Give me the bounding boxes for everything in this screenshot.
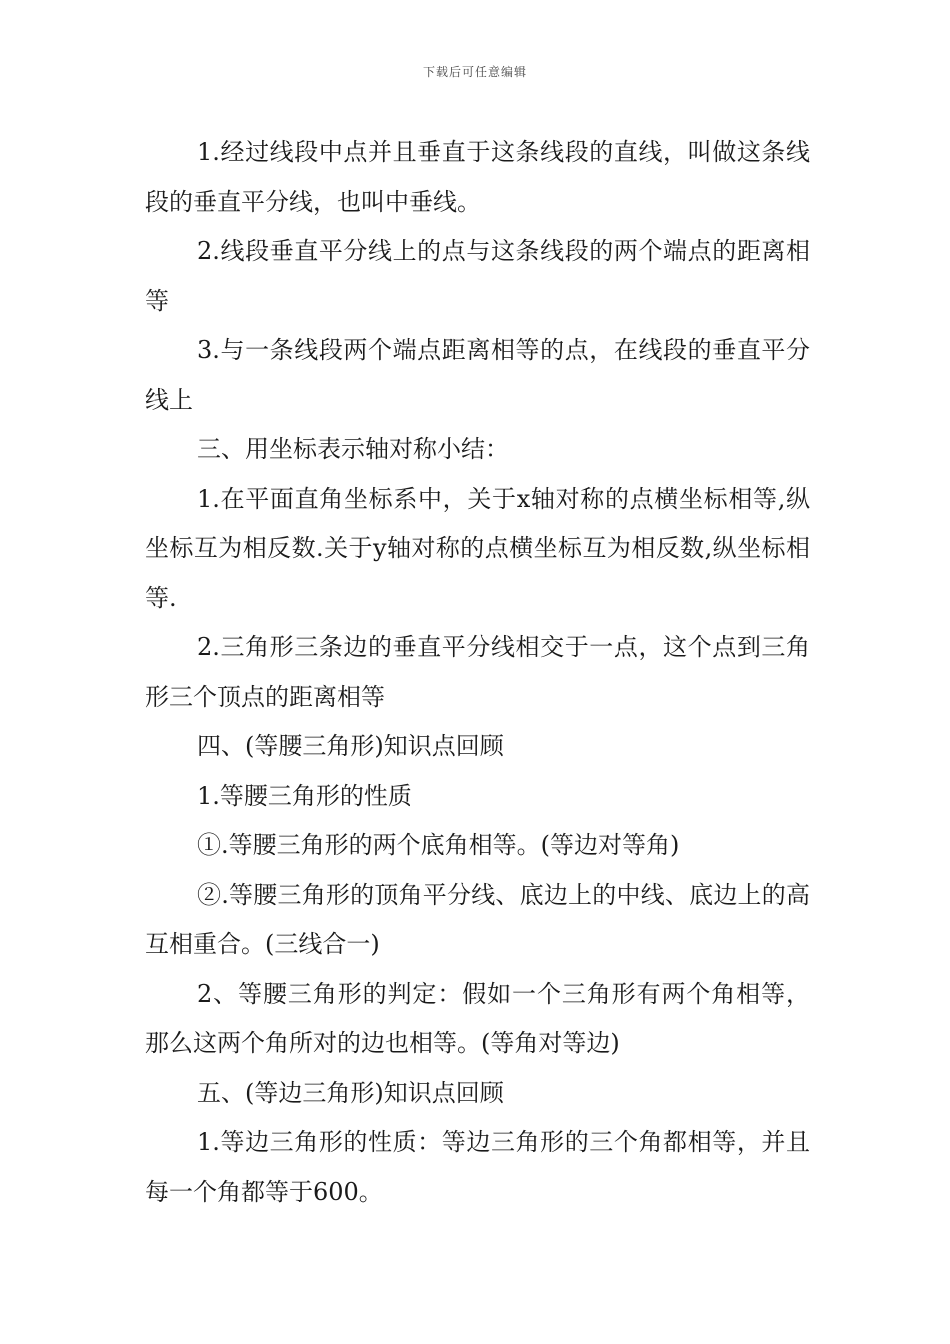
paragraph-equilateral-properties: 1.等边三角形的性质：等边三角形的三个角都相等，并且每一个角都等于600。 <box>145 1128 810 1206</box>
section-heading-coordinate-symmetry: 三、用坐标表示轴对称小结： <box>197 435 509 463</box>
paragraph-isosceles-criterion: 2、等腰三角形的判定：假如一个三角形有两个角相等，那么这两个角所对的边也相等。(等角对等边) <box>145 979 810 1057</box>
section-heading-isosceles-triangle: 四、(等腰三角形)知识点回顾 <box>197 732 504 760</box>
page-header: 下载后可任意编辑 <box>422 65 527 79</box>
paragraph-triangle-bisectors: 2.三角形三条边的垂直平分线相交于一点，这个点到三角形三个顶点的距离相等 <box>145 633 810 711</box>
document-body <box>145 128 810 1217</box>
paragraph-perpendicular-bisector-definition: 1.经过线段中点并且垂直于这条线段的直线，叫做这条线段的垂直平分线，也叫中垂线。 <box>145 138 810 216</box>
paragraph-axis-symmetry-coordinates: 1.在平面直角坐标系中，关于x轴对称的点横坐标相等,纵坐标互为相反数.关于y轴对称的点横坐标互为相反数,纵坐标相等. <box>145 484 810 612</box>
section-heading-equilateral-triangle: 五、(等边三角形)知识点回顾 <box>197 1078 504 1107</box>
subheading-isosceles-properties: 1.等腰三角形的性质 <box>197 781 412 810</box>
paragraph-bisector-property: 2.线段垂直平分线上的点与这条线段的两个端点的距离相等 <box>145 237 810 315</box>
paragraph-isosceles-base-angles: ①.等腰三角形的两个底角相等。(等边对等角) <box>197 831 680 859</box>
paragraph-isosceles-three-lines: ②.等腰三角形的顶角平分线、底边上的中线、底边上的高互相重合。(三线合一) <box>145 880 810 958</box>
paragraph-bisector-converse: 3.与一条线段两个端点距离相等的点，在线段的垂直平分线上 <box>145 336 810 414</box>
